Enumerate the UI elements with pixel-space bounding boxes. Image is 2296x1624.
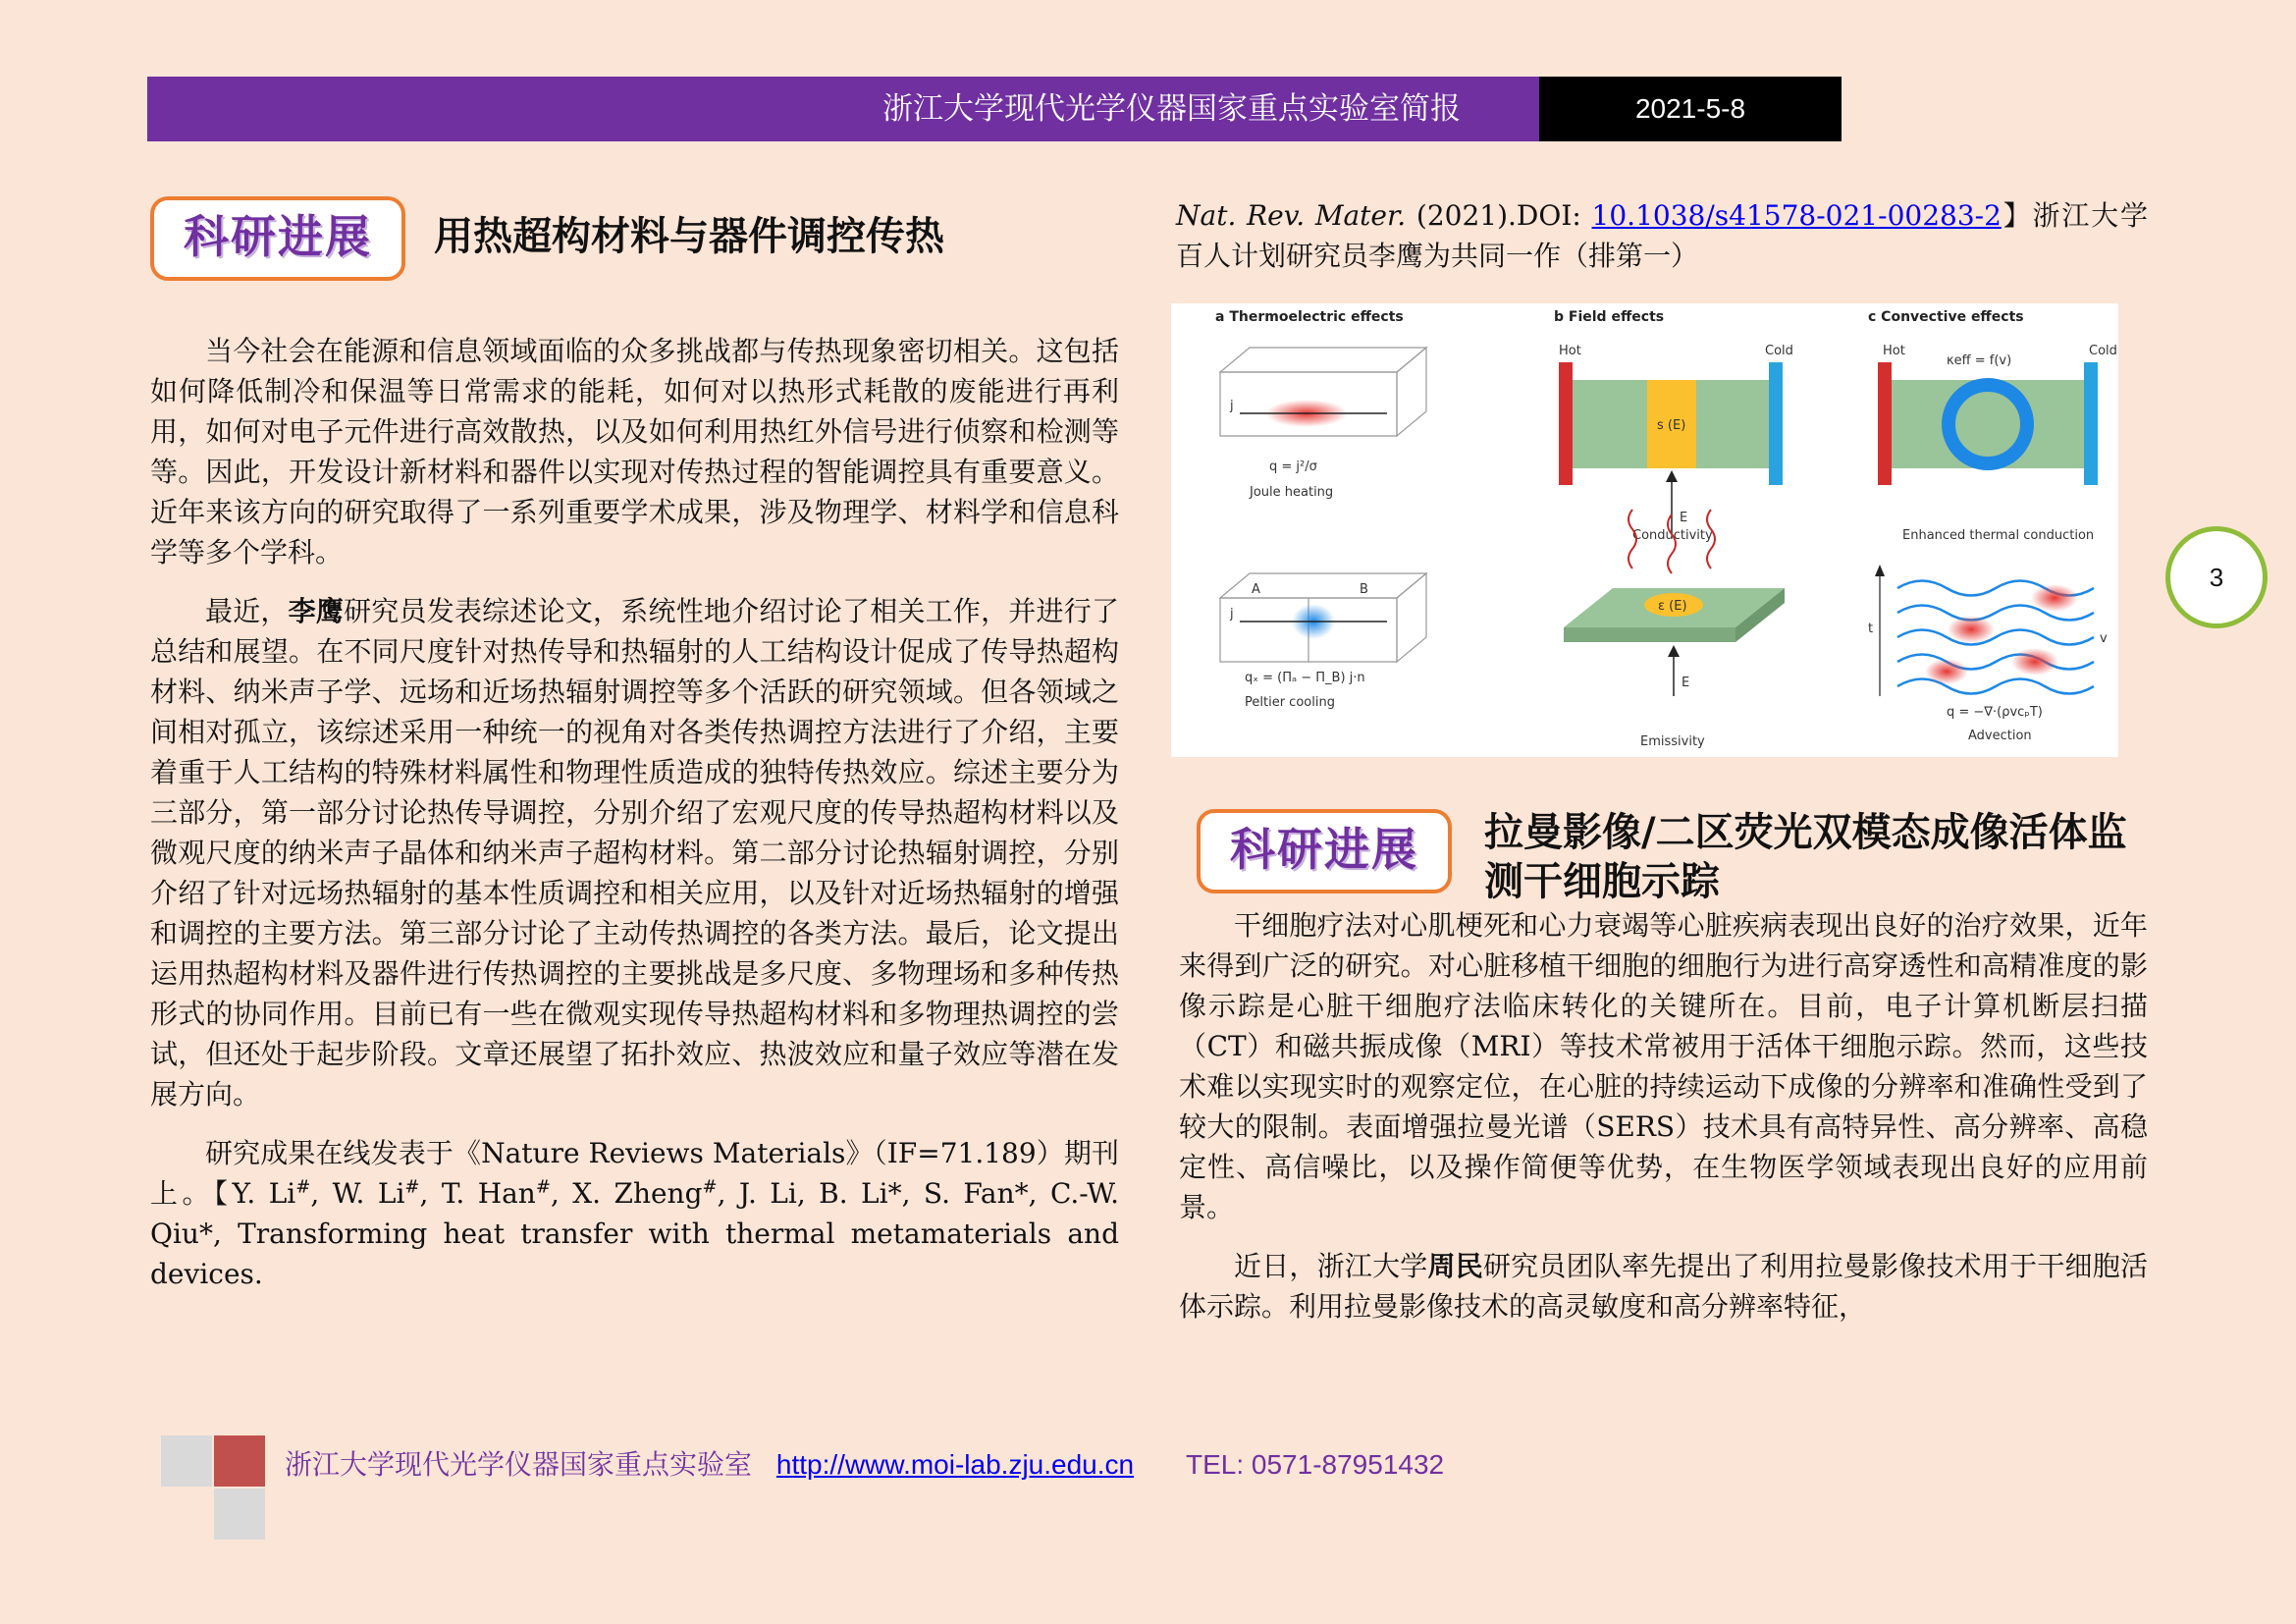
joule-caption: Joule heating xyxy=(1250,485,1334,500)
citation-continued: Nat. Rev. Mater. (2021).DOI: 10.1038/s41578-021-00283-2】浙江大学百人计划研究员李鹰为共同一作（排第一） xyxy=(1176,199,2148,272)
newsletter-title: 浙江大学现代光学仪器国家重点实验室简报 xyxy=(882,91,1461,127)
svg-text:Hot: Hot xyxy=(1559,344,1581,358)
svg-text:E: E xyxy=(1682,676,1690,690)
peltier-caption: Peltier cooling xyxy=(1245,695,1335,710)
svg-text:Cold: Cold xyxy=(1765,344,1793,358)
svg-text:ε (E): ε (E) xyxy=(1658,599,1687,614)
section-badge-research-2: 科研进展 xyxy=(1197,809,1452,893)
footer-lab-name: 浙江大学现代光学仪器国家重点实验室 xyxy=(285,1448,753,1481)
advection-equation: q = −∇·(ρvcₚT) xyxy=(1947,705,2043,720)
citation-paragraph: 研究成果在线发表于《Nature Reviews Materials》（IF=71.189）期刊上。【Y. Li#, W. Li#, T. Han#, X. Zheng#, J. Li, B. Li*, S. Fan*, C.-W. Qiu*, Transforming heat transfer with thermal metamaterials and devices. xyxy=(150,1137,1119,1290)
figure-svg xyxy=(1171,303,2118,757)
svg-text:Cold: Cold xyxy=(2089,344,2117,358)
header-bar xyxy=(147,77,1834,141)
paragraph: 最近，李鹰研究员发表综述论文，系统性地介绍讨论了相关工作，并进行了总结和展望。在不同尺度针对热传导和热辐射的人工结构设计促成了传导热超构材料、纳米声子学、远场和近场热辐射调控等多个活跃的研究领域。但各领域之间相对孤立，该综述采用一种统一的视角对各类传热调控方法进行了介绍，主要着重于人工结构的特殊材料属性和物理性质造成的独特传热效应。综述主要分为三部分，第一部分讨论热传导调控，分别介绍了宏观尺度的传导热超构材料以及微观尺度的纳米声子晶体和纳米声子超构材料。第二部分讨论热辐射调控，分别介绍了针对远场热辐射的基本性质调控和相关应用，以及针对近场热辐射的增强和调控的主要方法。第三部分讨论了主动传热调控的各类方法。最后，论文提出运用热超构材料及器件进行传热调控的主要挑战是多尺度、多物理场和多种传热形式的协同作用。目前已有一些在微观实现传导热超构材料和多物理热调控的尝试，但还处于起步阶段。文章还展望了拓扑效应、热波效应和量子效应等潜在发展方向。 xyxy=(150,595,1119,1110)
article-body-raman xyxy=(1179,905,2148,1345)
section-badge-research: 科研进展 xyxy=(150,196,405,281)
footer-square-red xyxy=(214,1435,265,1487)
hot-plate xyxy=(1559,362,1573,485)
svg-text:Hot: Hot xyxy=(1883,344,1905,358)
svg-text:s (E): s (E) xyxy=(1657,418,1686,433)
footer-square-grey-2 xyxy=(214,1489,265,1540)
material-b-label: B xyxy=(1360,582,1368,597)
paragraph: 干细胞疗法对心肌梗死和心力衰竭等心脏疾病表现出良好的治疗效果，近年来得到广泛的研究。对心脏移植干细胞的细胞行为进行高穿透性和高精准度的影像示踪是心脏干细胞疗法临床转化的关键所在。目前，电子计算机断层扫描（CT）和磁共振成像（MRI）等技术常被用于活体干细胞示踪。然而，这些技术难以实现实时的观察定位，在心脏的持续运动下成像的分辨率和准确性受到了较大的限制。表面增强拉曼光谱（SERS）技术具有高特异性、高分辨率、高稳定性、高信噪比，以及操作简便等优势，在生物医学领域表现出良好的应用前景。 xyxy=(1179,909,2148,1223)
doi-link[interactable]: 10.1038/s41578-021-00283-2 xyxy=(1591,199,2002,232)
svg-text:v: v xyxy=(2100,631,2108,646)
j-label: j xyxy=(1230,399,1234,413)
material-a-label: A xyxy=(1252,582,1260,597)
panel-b-title: b Field effects xyxy=(1554,309,1665,325)
panel-c-title: c Convective effects xyxy=(1868,309,2024,325)
panel-a-title: a Thermoelectric effects xyxy=(1215,309,1404,325)
article-body-thermal xyxy=(150,331,1119,1313)
footer-square-grey xyxy=(161,1435,212,1487)
paragraph: 近日，浙江大学周民研究员团队率先提出了利用拉曼影像技术用于干细胞活体示踪。利用拉曼影像技术的高灵敏度和高分辨率特征， xyxy=(1179,1250,2148,1323)
footer xyxy=(285,1443,1444,1483)
svg-text:E: E xyxy=(1680,511,1688,525)
advection-caption: Advection xyxy=(1968,729,2032,743)
researcher-name: 周民 xyxy=(1427,1250,1483,1282)
page-number: 3 xyxy=(2165,526,2268,628)
conductivity-caption: Conductivity xyxy=(1632,528,1713,543)
footer-telephone: TEL: 0571-87951432 xyxy=(1186,1449,1445,1480)
svg-text:κeff = f(v): κeff = f(v) xyxy=(1947,353,2012,368)
svg-text:t: t xyxy=(1868,622,1874,636)
thermal-effects-figure xyxy=(1171,303,2118,757)
enhanced-caption: Enhanced thermal conduction xyxy=(1902,528,2095,543)
article-title-thermal: 用热超构材料与器件调控传热 xyxy=(434,214,944,259)
paragraph: 当今社会在能源和信息领域面临的众多挑战都与传热现象密切相关。这包括如何降低制冷和保温等日常需求的能耗，如何对以热形式耗散的废能进行再利用，如何对电子元件进行高效散热，以及如何利用热红外信号进行侦察和检测等等。因此，开发设计新材料和器件以实现对传热过程的智能调控具有重要意义。近年来该方向的研究取得了一系列重要学术成果，涉及物理学、材料学和信息科学等多个学科。 xyxy=(150,335,1119,568)
lab-website-link[interactable]: http://www.moi-lab.zju.edu.cn xyxy=(775,1449,1135,1480)
cold-plate xyxy=(1769,362,1783,485)
peltier-equation: qₓ = (Πₐ − Π_B) j·n xyxy=(1245,671,1365,685)
issue-date: 2021-5-8 xyxy=(1539,77,1842,141)
article-title-raman: 拉曼影像/二区荧光双模态成像活体监 测干细胞示踪 xyxy=(1484,810,2127,904)
emissivity-caption: Emissivity xyxy=(1640,734,1705,749)
svg-text:j: j xyxy=(1230,607,1234,622)
joule-equation: q = j²/σ xyxy=(1269,460,1317,474)
journal-name: Nat. Rev. Mater. xyxy=(1176,199,1407,232)
researcher-name: 李鹰 xyxy=(288,595,345,627)
